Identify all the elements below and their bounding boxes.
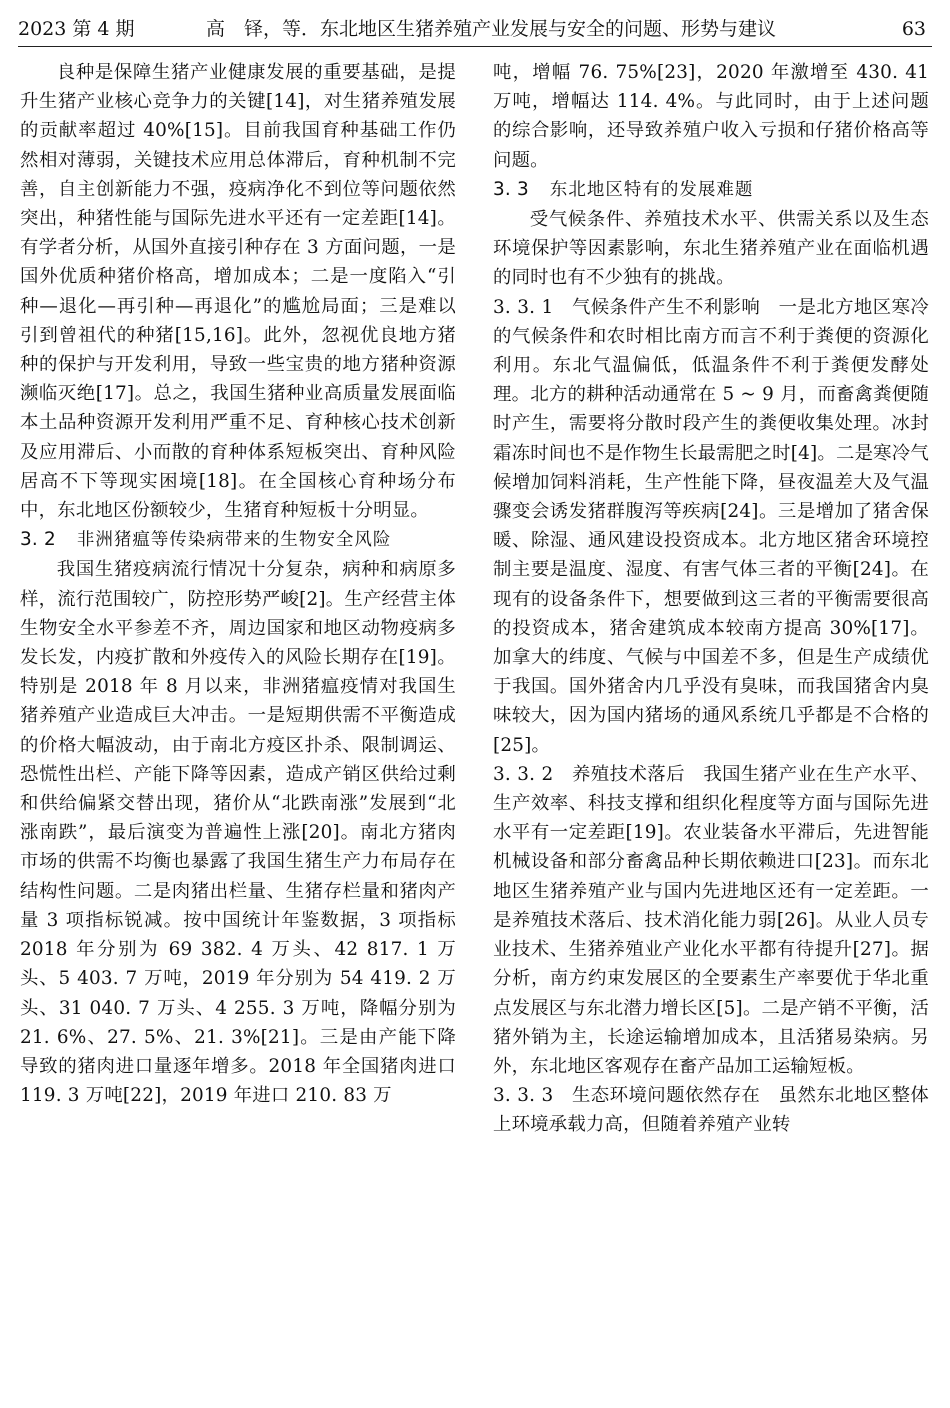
subsection-title: 养殖技术落后 [571,763,685,785]
section-number: 3. 2 [20,529,56,551]
paragraph-import-continued: 吨，增幅 76. 75%[23]，2020 年激增至 430. 41 万吨，增幅达 114. 4%。与此同时，由于上述问题的综合影响，还导致养殖户收入亏损和仔猪价格高等问题。 [493,62,929,171]
section-title: 东北地区特有的发展难题 [549,179,754,200]
journal-issue: 2023 第 4 期 [18,18,135,40]
subsection-3-3-3 [493,1081,929,1139]
page-header [18,14,932,44]
subsection-3-3-2 [493,760,929,1081]
header-rule [18,46,932,47]
subsection-number: 3. 3. 1 [493,296,554,318]
paragraph-breeding: 良种是保障生猪产业健康发展的重要基础，是提升生猪产业核心竞争力的关键[14]，对生猪养殖发展的贡献率超过 40%[15]。目前我国育种基础工作仍然相对薄弱，关键技术应用总体滞后，育种机制不完善，自主创新能力不强，疫病净化不到位等问题依然突出，种猪性能与国际先进水平还有一定差距[14]。有学者分析，从国外直接引种存在 3 方面问题，一是国外优质种猪价格高，增加成本；二是一度陷入“引种—退化—再引种—再退化”的尴尬局面；三是难以引到曾祖代的种猪[15,16]。此外，忽视优良地方猪种的保护与开发利用，导致一些宝贵的地方猪种资源濒临灭绝[17]。总之，我国生猪种业高质量发展面临本土品种资源开发利用严重不足、育种核心技术创新及应用滞后、小而散的育种体系短板突出、育种风险居高不下等现实困境[18]。在全国核心育种场分布中，东北地区份额较少，生猪育种短板十分明显。 [20,62,456,522]
paragraph-challenges: 受气候条件、养殖技术水平、供需关系以及生态环境保护等因素影响，东北生猪养殖产业在面临机遇的同时也有不少独有的挑战。 [493,209,929,289]
left-column [20,58,456,1398]
subsection-body: 一是北方地区寒冷的气候条件和农时相比南方而言不利于粪便的资源化利用。东北气温偏低，低温条件不利于粪便发酵处理。北方的耕种活动通常在 5 ~ 9 月，而畜禽粪便随时产生，需要将分散时段产生的粪便收集处理。冰封霜冻时间也不是作物生长最需肥之时[4]。二是寒冷气候增加饲料消耗，生产性能下降，昼夜温差大及气温骤变会诱发猪群腹泻等疾病[24]。三是增加了猪舍保暖、除湿、通风建设投资成本。北方地区猪舍环境控制主要是温度、湿度、有害气体三者的平衡[24]。在现有的设备条件下，想要做到这三者的平衡需要很高的投资成本，猪舍建筑成本较南方提高 30%[17]。加拿大的纬度、气候与中国差不多，但是生产成绩优于我国。国外猪舍内几乎没有臭味，而我国猪舍内臭味较大，因为国内猪场的通风系统几乎都是不合格的[25]。 [493,296,929,756]
paragraph-biosecurity: 我国生猪疫病流行情况十分复杂，病种和病原多样，流行范围较广，防控形势严峻[2]。生产经营主体生物安全水平参差不齐，周边国家和地区动物疫病多发长发，内疫扩散和外疫传入的风险长期存在[19]。特别是 2018 年 8 月以来，非洲猪瘟疫情对我国生猪养殖产业造成巨大冲击。一是短期供需不平衡造成的价格大幅波动，由于南北方疫区扑杀、限制调运、恐慌性出栏、产能下降等因素，造成产销区供给过剩和供给偏紧交替出现，猪价从“北跌南涨”发展到“北涨南跌”，最后演变为普遍性上涨[20]。南北方猪肉市场的供需不均衡也暴露了我国生猪生产力布局存在结构性问题。二是肉猪出栏量、生猪存栏量和猪肉产量 3 项指标锐减。按中国统计年鉴数据，3 项指标 2018 年分别为 69 382. 4 万头、42 817. 1 万头、5 403. 7 万吨，2019 年分别为 54 419. 2 万头、31 040. 7 万头、4 255. 3 万吨，降幅分别为 21. 6%、27. 5%、21. 3%[21]。三是由产能下降导致的猪肉进口量逐年增多。2018 年全国猪肉进口 119. 3 万吨[22]，2019 年进口 210. 83 万 [20,559,456,1107]
subsection-body: 虽然东北地区整体上环境承载力高，但随着养殖产业转 [493,1085,929,1136]
subsection-body: 我国生猪产业在生产水平、生产效率、科技支撑和组织化程度等方面与国际先进水平有一定差距[19]。农业装备水平滞后，先进智能机械设备和部分畜禽品种长期依赖进口[23]。而东北地区生猪养殖产业与国内先进地区还有一定差距。一是养殖技术落后、技术消化能力弱[26]。从业人员专业技术、生猪养殖业产业化水平都有待提升[27]。据分析，南方约束发展区的全要素生产率要优于华北重点发展区与东北潜力增长区[5]。二是产销不平衡，活猪外销为主，长途运输增加成本，且活猪易染病。另外，东北地区客观存在畜产品加工运输短板。 [493,763,929,1077]
subsection-title: 生态环境问题依然存在 [571,1085,761,1107]
section-heading-3-3 [493,175,929,205]
section-heading-3-2 [20,525,456,555]
section-title: 非洲猪瘟等传染病带来的生物安全风险 [76,530,392,551]
running-title: 高 铎，等．东北地区生猪养殖产业发展与安全的问题、形势与建议 [206,18,777,40]
subsection-number: 3. 3. 2 [493,763,554,785]
page-number: 63 [901,18,926,40]
right-column [493,58,929,1398]
section-number: 3. 3 [493,178,529,200]
subsection-3-3-1 [493,293,929,760]
subsection-number: 3. 3. 3 [493,1085,554,1107]
subsection-title: 气候条件产生不利影响 [571,296,761,318]
